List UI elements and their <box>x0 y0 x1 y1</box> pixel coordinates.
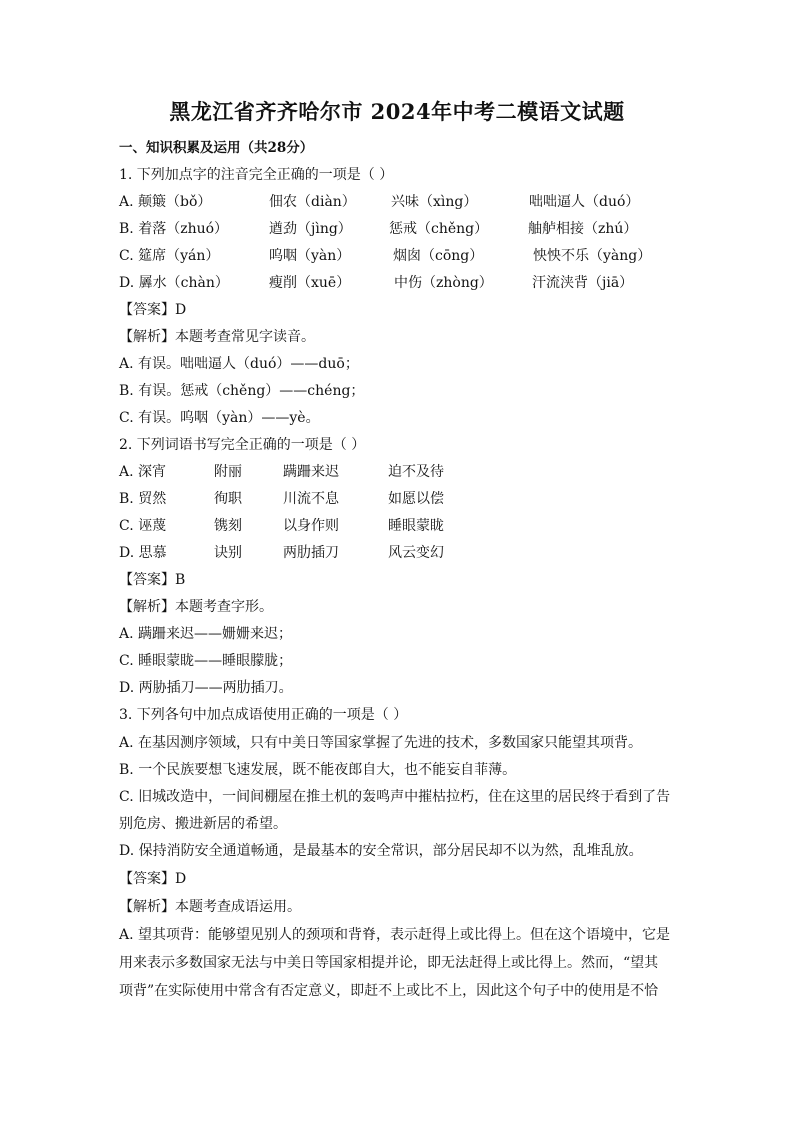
q2-b-col3: 川流不息 <box>283 491 339 507</box>
section-heading: 一、知识积累及运用（共28分） <box>119 140 314 156</box>
q1-b-col4: 舳舻相接（zhú） <box>528 221 638 237</box>
q1-d-col4: 汗流浃背（jiā） <box>532 275 634 291</box>
q2-a-col1: A. 深宵 <box>119 464 167 480</box>
q1-a-col2: 佃农（diàn） <box>269 194 356 210</box>
q2-analysis-0: 【解析】本题考查字形。 <box>119 599 273 615</box>
q1-b-col2: 遒劲（jìng） <box>269 221 352 237</box>
q2-c-col2: 镌刻 <box>214 518 242 534</box>
q1-analysis-2: B. 有误。惩戒（chěng）——chéng； <box>119 383 365 399</box>
q1-a-col1: A. 颠簸（bǒ） <box>119 194 212 210</box>
q1-d-col2: 瘦削（xuē） <box>269 275 351 291</box>
q1-a-col3: 兴味（xìng） <box>391 194 478 210</box>
q2-d-col4: 风云变幻 <box>388 545 444 561</box>
q1-c-col4: 怏怏不乐（yàng） <box>533 248 652 264</box>
q1-a-col4: 咄咄逼人（duó） <box>529 194 640 210</box>
q3-analysis-1: A. 望其项背：能够望见别人的颈项和背脊，表示赶得上或比得上。但在这个语境中，它是 <box>119 927 671 943</box>
q2-c-col3: 以身作则 <box>283 518 339 534</box>
q1-c-col2: 呜咽（yàn） <box>269 248 351 264</box>
q2-d-col2: 诀别 <box>214 545 242 561</box>
q1-b-col1: B. 着落（zhuó） <box>119 221 229 237</box>
q2-answer: 【答案】B <box>119 572 186 588</box>
q2-analysis-3: D. 两胁插刀——两肋插刀。 <box>119 680 293 696</box>
q1-analysis-1: A. 有误。咄咄逼人（duó）——duō； <box>119 356 359 372</box>
q2-a-col3: 蹒跚来迟 <box>283 464 339 480</box>
q1-c-col3: 烟囱（cōng） <box>393 248 484 264</box>
q1-d-col3: 中伤（zhòng） <box>394 275 493 291</box>
q3-analysis-0: 【解析】本题考查成语运用。 <box>119 899 301 915</box>
q2-analysis-1: A. 蹒跚来迟——姗姗来迟； <box>119 626 293 642</box>
document-title: 黑龙江省齐齐哈尔市 2024年中考二模语文试题 <box>169 99 625 124</box>
q1-stem: 1. 下列加点字的注音完全正确的一项是（ ） <box>119 167 394 183</box>
q2-c-col1: C. 诬蔑 <box>119 518 167 534</box>
q2-c-col4: 睡眼蒙眬 <box>388 518 444 534</box>
q3-analysis-2: 用来表示多数国家无法与中美日等国家相提并论，即无法赶得上或比得上。然而，“望其 <box>119 955 659 971</box>
q3-answer: 【答案】D <box>119 871 187 887</box>
q1-analysis-3: C. 有误。呜咽（yàn）——yè。 <box>119 410 320 426</box>
q3-line-4: D. 保持消防安全通道畅通，是最基本的安全常识，部分居民却不以为然，乱堆乱放。 <box>119 843 643 859</box>
q3-line-1: B. 一个民族要想飞速发展，既不能夜郎自大，也不能妄自菲薄。 <box>119 762 517 778</box>
q2-b-col2: 徇职 <box>214 491 242 507</box>
q2-d-col3: 两肋插刀 <box>283 545 339 561</box>
q1-d-col1: D. 羼水（chàn） <box>119 275 229 291</box>
q2-b-col1: B. 贸然 <box>119 491 167 507</box>
q1-c-col1: C. 筵席（yán） <box>119 248 220 264</box>
q3-analysis-3: 项背”在实际使用中常含有否定意义，即赶不上或比不上，因此这个句子中的使用是不恰 <box>119 983 659 999</box>
q1-analysis-0: 【解析】本题考查常见字读音。 <box>119 329 315 345</box>
q3-stem: 3. 下列各句中加点成语使用正确的一项是（ ） <box>119 707 408 723</box>
q2-a-col2: 附丽 <box>214 464 242 480</box>
q1-answer: 【答案】D <box>119 302 187 318</box>
q2-analysis-2: C. 睡眼蒙眬——睡眼朦胧； <box>119 653 293 669</box>
q2-d-col1: D. 思慕 <box>119 545 167 561</box>
q3-line-3: 别危房、搬进新居的希望。 <box>119 816 287 832</box>
q3-line-0: A. 在基因测序领域，只有中美日等国家掌握了先进的技术，多数国家只能望其项背。 <box>119 735 643 751</box>
q2-a-col4: 迫不及待 <box>388 464 444 480</box>
q3-line-2: C. 旧城改造中，一间间棚屋在推土机的轰鸣声中摧枯拉朽，住在这里的居民终于看到了告 <box>119 789 671 805</box>
q2-b-col4: 如愿以偿 <box>388 491 444 507</box>
q2-stem: 2. 下列词语书写完全正确的一项是（ ） <box>119 437 366 453</box>
q1-b-col3: 惩戒（chěng） <box>389 221 489 237</box>
